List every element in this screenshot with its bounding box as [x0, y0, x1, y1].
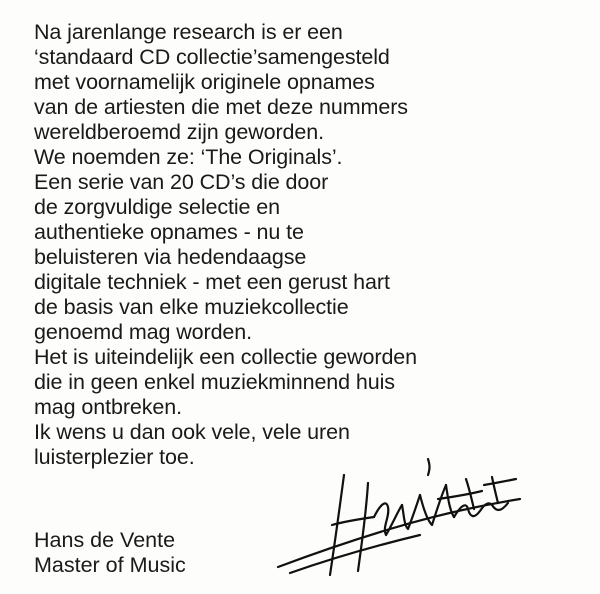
letter-line: genoemd mag worden.	[34, 320, 253, 344]
letter-line: mag ontbreken.	[34, 395, 182, 419]
letter-line: ‘standaard CD collectie’samengesteld	[34, 45, 390, 69]
letter-line: Het is uiteindelijk een collectie geworden	[34, 345, 418, 369]
letter-line: digitale techniek - met een gerust hart	[34, 270, 390, 294]
letter-line: met voornamelijk originele opnames	[34, 70, 375, 94]
signoff-name: Hans de Vente	[34, 528, 176, 552]
letter-line: beluisteren via hedendaagse	[34, 245, 307, 269]
letter-line: luisterplezier toe.	[34, 445, 195, 469]
letter-line: de basis van elke muziekcollectie	[34, 295, 349, 319]
letter-body	[34, 20, 574, 470]
letter-line: Ik wens u dan ook vele, vele uren	[34, 420, 350, 444]
letter-line: Na jarenlange research is er een	[34, 20, 343, 44]
letter-line: Een serie van 20 CD’s die door	[34, 170, 329, 194]
handwritten-signature-icon	[270, 455, 530, 585]
letter-line: de zorgvuldige selectie en	[34, 195, 281, 219]
letter-line: We noemden ze: ‘The Originals’.	[34, 145, 343, 169]
letter-line: authentieke opnames - nu te	[34, 220, 304, 244]
signoff-title: Master of Music	[34, 553, 186, 577]
signoff-block	[34, 528, 186, 578]
letter-line: van de artiesten die met deze nummers	[34, 95, 408, 119]
letter-line: die in geen enkel muziekminnend huis	[34, 370, 395, 394]
letter-line: wereldberoemd zijn geworden.	[34, 120, 325, 144]
